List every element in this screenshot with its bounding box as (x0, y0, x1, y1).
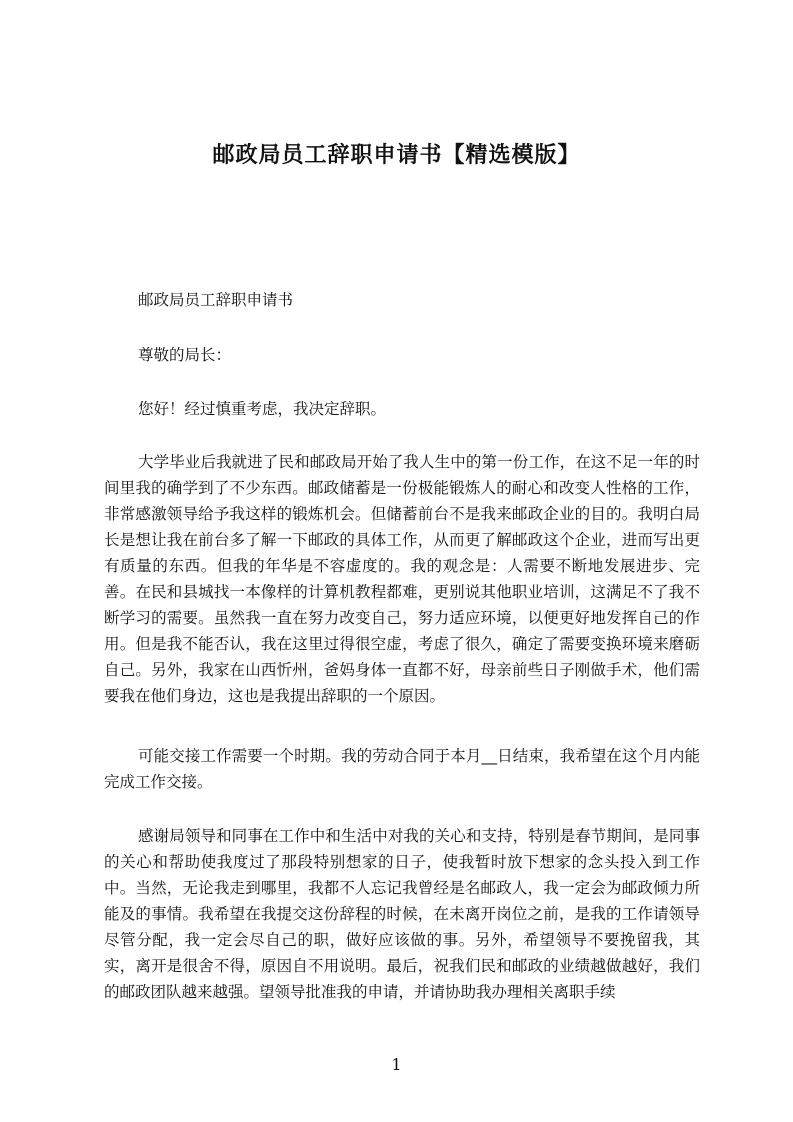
body-paragraph-2: 可能交接工作需要一个时期。我的劳动合同于本月__日结束，我希望在这个月内能完成工作交接。 (104, 747, 700, 791)
body-paragraph-1: 大学毕业后我就进了民和邮政局开始了我人生中的第一份工作，在这不足一年的时间里我的确学到了不少东西。邮政储蓄是一份极能锻炼人的耐心和改变人性格的工作，非常感激领导给予我这样的锻炼机会。但储蓄前台不是我来邮政企业的目的。我明白局长是想让我在前台多了解一下邮政的具体工作，从而更了解邮政这个企业，进而写出更有质量的东西。但我的年华是不容虚度的。我的观念是：人需要不断地发展进步、完善。在民和县城找一本像样的计算机教程都难，更别说其他职业培训，这满足不了我不断学习的需要。虽然我一直在努力改变自己，努力适应环境，以便更好地发挥自己的作用。但是我不能否认，我在这里过得很空虚，考虑了很久，确定了需要变换环境来磨砺自己。另外，我家在山西忻州，爸妈身体一直都不好，母亲前些日子刚做手术，他们需要我在他们身边，这也是我提出辞职的一个原因。 (104, 453, 700, 705)
document-subtitle: 邮政局员工辞职申请书 (138, 291, 294, 309)
document-title: 邮政局员工辞职申请书【精选模版】 (212, 143, 581, 168)
salutation: 尊敬的局长： (138, 346, 232, 364)
greeting: 您好！经过慎重考虑，我决定辞职。 (138, 400, 387, 418)
page-number: 1 (391, 1055, 402, 1074)
body-paragraph-3: 感谢局领导和同事在工作中和生活中对我的关心和支持，特别是春节期间，是同事的关心和帮助使我度过了那段特别想家的日子，使我暂时放下想家的念头投入到工作中。当然，无论我走到哪里，我都不人忘记我曾经是名邮政人，我一定会为邮政倾力所能及的事情。我希望在我提交这份辞程的时候，在未离开岗位之前，是我的工作请领导尽管分配，我一定会尽自己的职，做好应该做的事。另外，希望领导不要挽留我，其实，离开是很舍不得，原因自不用说明。最后，祝我们民和邮政的业绩越做越好，我们的邮政团队越来越强。望领导批准我的申请，并请协助我办理相关离职手续 (104, 827, 700, 1001)
